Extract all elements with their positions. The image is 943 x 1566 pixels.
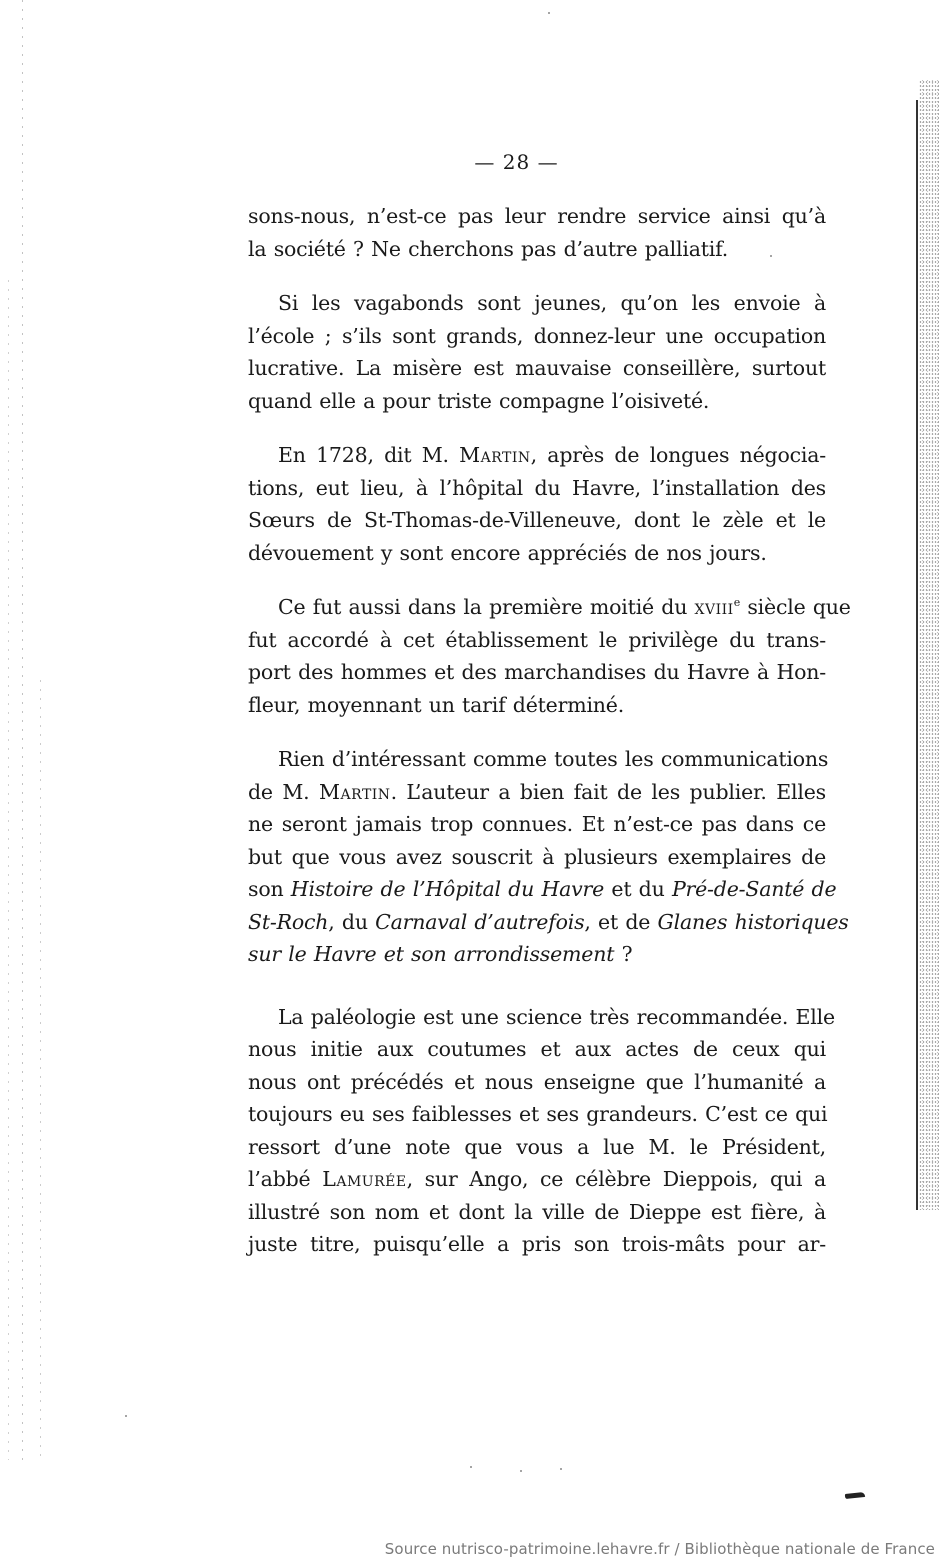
text-line: fut accordé à cet établissement le privilège du trans- bbox=[248, 627, 826, 652]
book-binding-edge bbox=[916, 80, 940, 1210]
paragraph-5 bbox=[248, 743, 849, 971]
paragraph-3 bbox=[248, 439, 826, 569]
text-line: ne seront jamais trop connues. Et n’est-ce pas dans ce bbox=[248, 812, 826, 836]
dust-speck bbox=[548, 12, 550, 14]
paragraph-gap bbox=[248, 265, 826, 287]
dust-speck bbox=[520, 1470, 522, 1472]
text-line: l’abbé Lamurée, sur Ango, ce célèbre Dieppois, qui a bbox=[248, 1167, 826, 1191]
book-title: Histoire de l’Hôpital du Havre bbox=[290, 877, 605, 901]
body-text bbox=[248, 200, 851, 1261]
text-line: tions, eut lieu, à l’hôpital du Havre, l’installation des bbox=[248, 475, 826, 500]
text-line: port des hommes et des marchandises du Havre à Hon- bbox=[248, 660, 826, 684]
book-title: Pré-de-Santé de bbox=[671, 877, 837, 901]
text-line: de M. Martin. L’auteur a bien fait de les publier. Elles bbox=[248, 779, 826, 804]
dust-speck bbox=[560, 1468, 562, 1470]
dust-speck bbox=[470, 1466, 472, 1468]
dust-speck bbox=[125, 1415, 127, 1417]
text-line: Rien d’intéressant comme toutes les communications bbox=[278, 747, 829, 771]
page-number: — 28 — bbox=[474, 150, 559, 174]
paragraph-1 bbox=[248, 200, 826, 265]
paragraph-gap bbox=[248, 721, 826, 743]
left-margin-scan-noise bbox=[0, 0, 60, 1470]
scan-dotted-line bbox=[40, 680, 41, 1460]
text-line: toujours eu ses faiblesses et ses grandeurs. C’est ce qui bbox=[248, 1102, 828, 1126]
text-line: St-Roch, du Carnaval d’autrefois, et de Glanes historiques bbox=[248, 909, 849, 934]
text-line: Si les vagabonds sont jeunes, qu’on les envoie à bbox=[278, 291, 826, 315]
ink-smudge bbox=[845, 1492, 865, 1499]
paragraph-gap bbox=[248, 971, 826, 1001]
text-line: l’école ; s’ils sont grands, donnez-leur une occupation bbox=[248, 323, 826, 348]
text-line: nous initie aux coutumes et aux actes de ceux qui bbox=[248, 1037, 826, 1061]
text-line: lucrative. La misère est mauvaise conseillère, surtout bbox=[248, 356, 826, 380]
text-line: son Histoire de l’Hôpital du Havre et du Pré-de-Santé de bbox=[248, 877, 837, 901]
text-line: but que vous avez souscrit à plusieurs exemplaires de bbox=[248, 844, 826, 869]
roman-numeral-century: xviii bbox=[694, 595, 734, 619]
text-line: En 1728, dit M. Martin, après de longues négocia- bbox=[278, 443, 826, 467]
binding-texture bbox=[919, 80, 939, 1210]
book-title: Carnaval d’autrefois bbox=[375, 909, 585, 934]
text-line: fleur, moyennant un tarif déterminé. bbox=[248, 692, 625, 717]
text-line: ressort d’une note que vous a lue M. le Président, bbox=[248, 1134, 826, 1159]
text-line: Sœurs de St-Thomas-de-Villeneuve, dont le zèle et le bbox=[248, 508, 826, 532]
person-name-smallcaps: Lamurée bbox=[322, 1167, 407, 1191]
paragraph-4 bbox=[248, 591, 851, 721]
text-line: illustré son nom et dont la ville de Dieppe est fière, à bbox=[248, 1199, 826, 1224]
scan-dotted-line bbox=[22, 0, 23, 1460]
ordinal-superscript: e bbox=[733, 596, 741, 610]
text-line: Ce fut aussi dans la première moitié du xviii$^e$ siècle que bbox=[278, 595, 851, 619]
text-line: juste titre, puisqu’elle a pris son trois-mâts pour ar- bbox=[248, 1232, 826, 1256]
scan-dotted-line bbox=[8, 280, 9, 1460]
paragraph-gap bbox=[248, 569, 826, 591]
text-line: sur le Havre et son arrondissement ? bbox=[248, 942, 633, 966]
paragraph-6 bbox=[248, 1001, 835, 1261]
text-line: La paléologie est une science très recommandée. Elle bbox=[278, 1004, 835, 1029]
author-name-smallcaps: Martin bbox=[459, 443, 531, 467]
text-line: dévouement y sont encore appréciés de nos jours. bbox=[248, 540, 767, 565]
paragraph-gap bbox=[248, 417, 826, 439]
text-line: la société ? Ne cherchons pas d’autre palliatif. bbox=[248, 236, 729, 261]
book-title: sur le Havre et son arrondissement bbox=[248, 942, 615, 966]
text-line: sons-nous, n’est-ce pas leur rendre service ainsi qu’à bbox=[248, 204, 826, 228]
dust-speck bbox=[770, 255, 772, 257]
book-title: Glanes historiques bbox=[657, 909, 849, 934]
text-line: quand elle a pour triste compagne l’oisiveté. bbox=[248, 388, 710, 413]
binding-edge-line bbox=[916, 100, 918, 1210]
paragraph-2 bbox=[248, 287, 826, 417]
source-attribution: Source nutrisco-patrimoine.lehavre.fr / Bibliothèque nationale de France bbox=[384, 1540, 935, 1558]
author-name-smallcaps: Martin bbox=[319, 779, 391, 804]
book-title: St-Roch bbox=[248, 909, 329, 934]
text-line: nous ont précédés et nous enseigne que l’humanité a bbox=[248, 1069, 826, 1094]
